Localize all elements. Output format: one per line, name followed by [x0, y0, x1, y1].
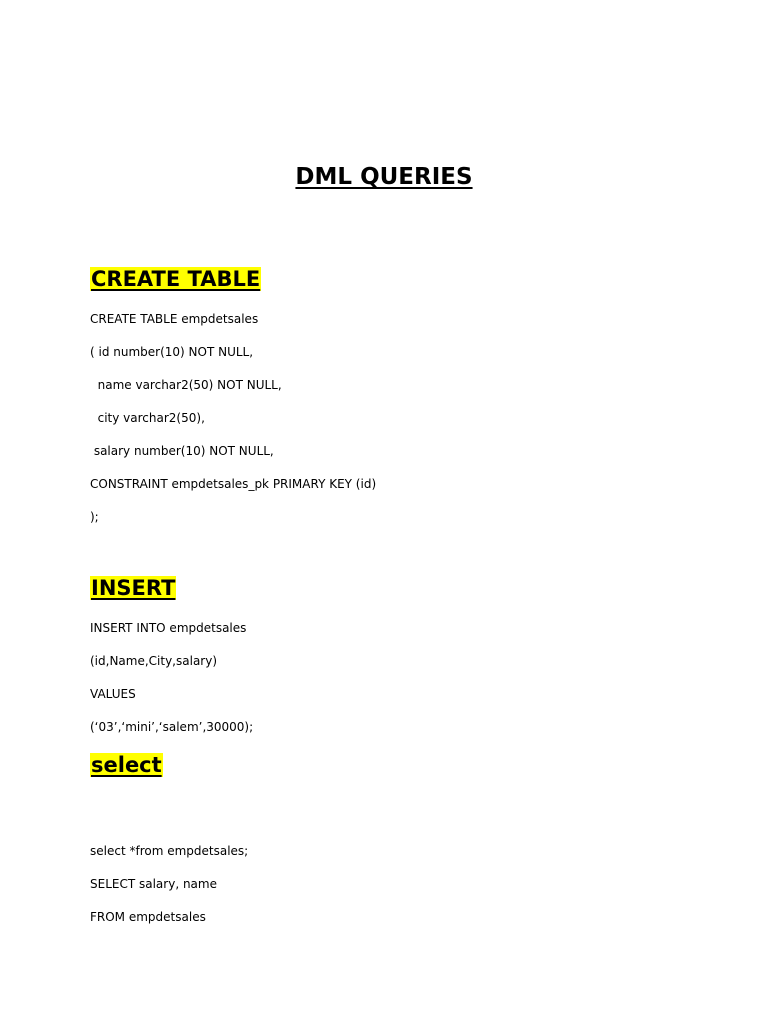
section-heading-insert: INSERT — [91, 576, 176, 600]
code-line: CONSTRAINT empdetsales_pk PRIMARY KEY (id) — [90, 477, 377, 491]
code-line: ); — [90, 510, 99, 524]
code-line: (‘03’,‘mini’,‘salem’,30000); — [90, 720, 254, 734]
document-title: DML QUERIES — [295, 164, 473, 190]
code-line: INSERT INTO empdetsales — [90, 621, 247, 635]
code-line: CREATE TABLE empdetsales — [90, 312, 259, 326]
code-line: select *from empdetsales; — [90, 844, 249, 858]
code-line: FROM empdetsales — [90, 910, 206, 924]
code-line: salary number(10) NOT NULL, — [90, 444, 274, 458]
section-heading-select: select — [91, 753, 162, 777]
code-line: ( id number(10) NOT NULL, — [90, 345, 254, 359]
code-line: VALUES — [90, 687, 136, 701]
code-line: (id,Name,City,salary) — [90, 654, 218, 668]
code-line: name varchar2(50) NOT NULL, — [90, 378, 282, 392]
code-line: SELECT salary, name — [90, 877, 217, 891]
code-line: city varchar2(50), — [90, 411, 205, 425]
section-heading-create-table: CREATE TABLE — [91, 267, 261, 291]
